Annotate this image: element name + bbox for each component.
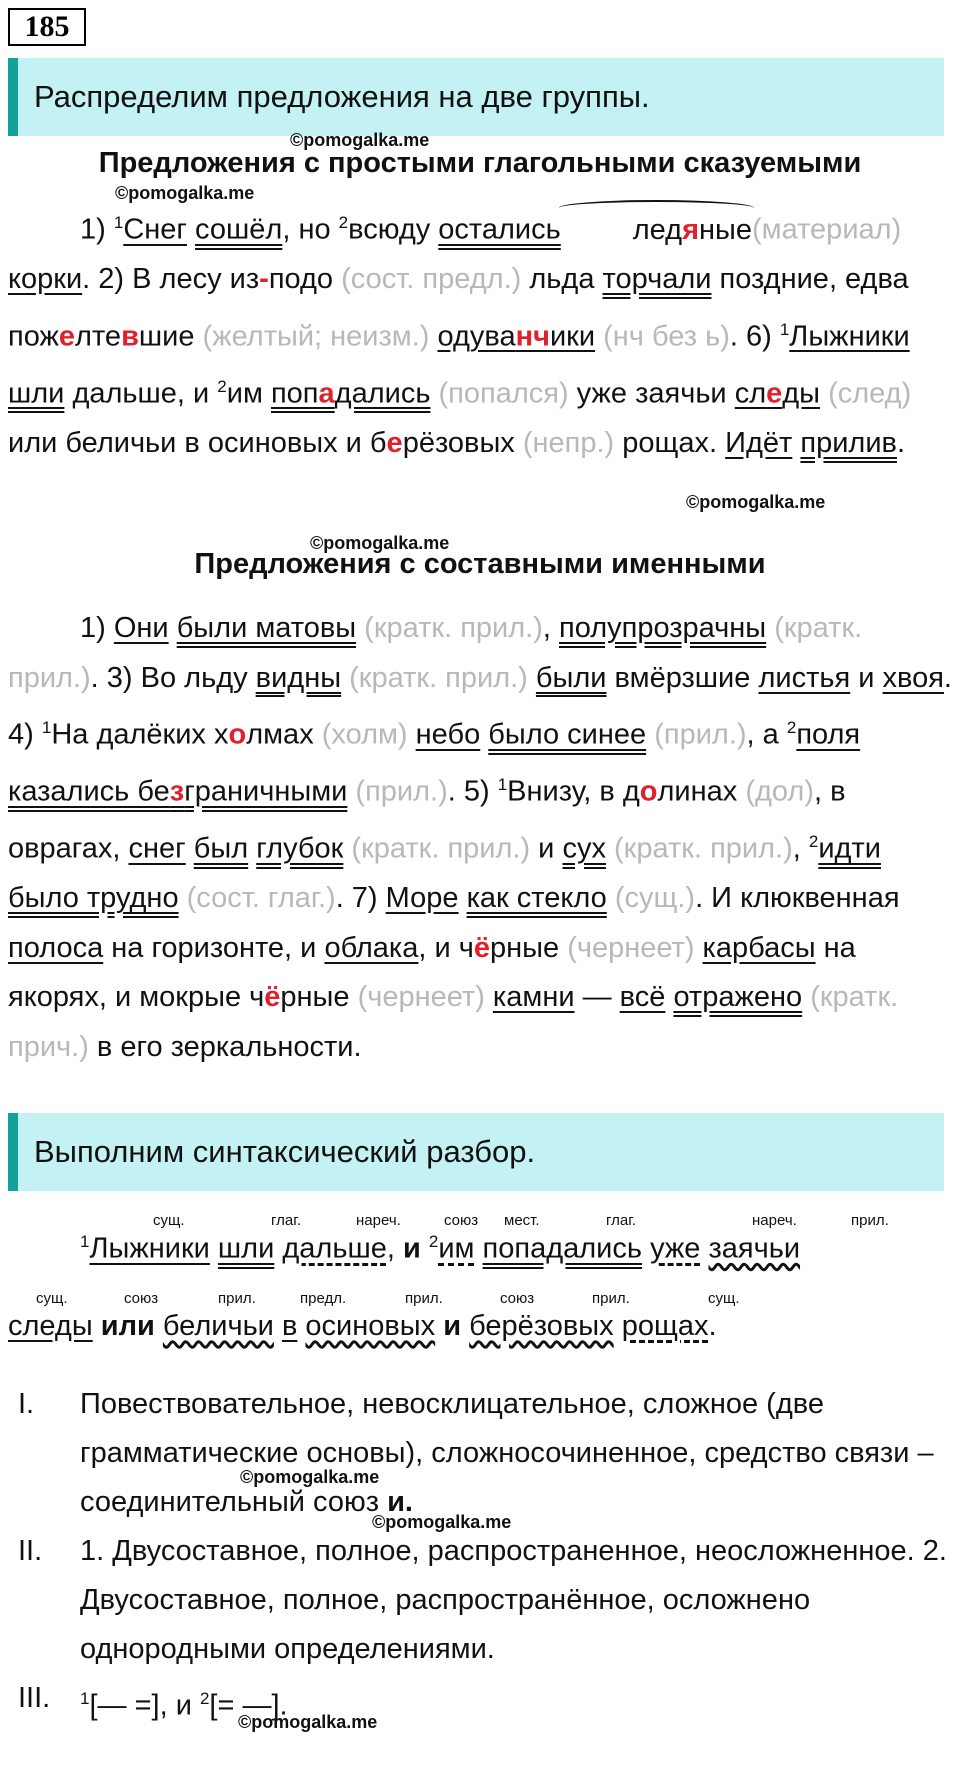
heading-simple-predicates: Предложения с простыми глагольными сказуемыми [98,147,862,179]
pos-label: нареч. [356,1212,401,1229]
pos-label: мест. [504,1212,540,1229]
analysis-list [8,1380,958,1731]
group2-text: 1) Они были матовы (кратк. прил.), полупрозрачны (кратк. прил.). 3) Во льду видны (кратк. прил.) были вмёрзшие листья и хвоя. 4) $^1$На далёких холмах (холм) небо было синее (прил.), а $^2$поля казались безграничными (прил.). 5) $^1$Внизу, в долинах (дол), в оврагах, снег был глубок (кратк. прил.) и сух (кратк. прил.), $^2$идти было трудно (сост. глаг.). 7) Море как стекло (сущ.). И клюквенная полоса на горизонте, и облака, и чёрные (чернеет) карбасы на якорях, и мокрые чёрные (чернеет) камни — всё отражено (кратк. прич.) в его зеркальности. [8,612,952,1063]
pos-label: сущ. [708,1290,740,1307]
analysis-item-i: I. Повествовательное, невосклицательное, сложное (две грамматические основы), сложносочиненное, средство связи – соединительный союз и. [18,1388,934,1518]
watermark: ©pomogalka.me [310,533,450,553]
watermark: ©pomogalka.me [240,1467,380,1487]
section-banner-parse: Выполним синтаксический разбор. [8,1113,944,1191]
watermark: ©pomogalka.me [686,492,826,512]
pos-label: сущ. [36,1290,68,1307]
exercise-number: 185 [8,8,86,46]
group1-text: 1) $^1$Снег сошёл, но $^2$всюду осталисьледяные(материал) корки. 2) В лесу из-подо (сост. предл.) льда торчали поздние, едва пожелтевшие (желтый; неизм.) одуванчики (нч без ь). 6) $^1$Лыжники шли дальше, и $^2$им попадались (попался) уже заячьи следы (след) или беличьи в осиновых и берёзовых (непр.) рощах. Идёт прилив. [8,198,958,468]
parse-line-2: следы или беличьи в осиновых и берёзовых рощах. [8,1310,717,1342]
pos-label: союз [500,1290,535,1307]
pos-label: прил. [218,1290,256,1307]
pos-label: союз [444,1212,479,1229]
watermark: ©pomogalka.me [372,1512,512,1532]
analysis-item-ii: II. 1. Двусоставное, полное, распространенное, неосложненное. 2. Двусоставное, полное, распространённое, осложнено однородными определениями. [18,1535,947,1665]
section-banner-groups: Распределим предложения на две группы. [8,58,944,136]
pos-label: глаг. [271,1212,302,1229]
pos-label: сущ. [153,1212,185,1229]
pos-label: прил. [592,1290,630,1307]
analysis-item-iii: III. $^1$[— =], и $^2$[= —]. [18,1682,288,1722]
parse-line-1: $^1$Лыжники шли дальше, и $^2$им попадались уже заячьи [80,1232,801,1265]
watermark: ©pomogalka.me [115,183,255,203]
heading-compound-nominal: Предложения с составными именными [194,548,766,580]
watermark: ©pomogalka.me [290,130,430,150]
watermark: ©pomogalka.me [238,1712,378,1732]
pos-label: предл. [300,1290,347,1307]
pos-label: прил. [405,1290,443,1307]
pos-label: нареч. [752,1212,797,1229]
syntactic-parse [8,1210,958,1360]
pos-label: глаг. [606,1212,637,1229]
pos-label: союз [124,1290,159,1307]
pos-label: прил. [851,1212,889,1229]
